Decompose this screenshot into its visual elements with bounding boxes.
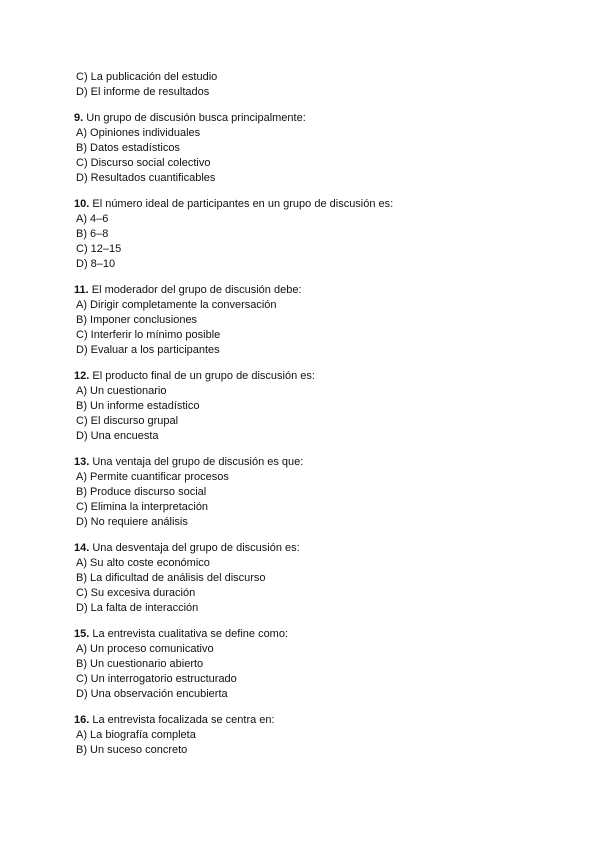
option-line: A) La biografía completa	[76, 729, 196, 741]
question-number: 13.	[74, 456, 90, 468]
question-11	[74, 283, 600, 358]
option-line: A) Dirigir completamente la conversación	[76, 299, 277, 311]
option-line: B) La dificultad de análisis del discurso	[76, 572, 266, 584]
question-number: 9.	[74, 112, 84, 124]
question-stem	[74, 627, 600, 642]
question-continuation	[74, 70, 600, 100]
option-line: C) Un interrogatorio estructurado	[76, 673, 237, 685]
option-line: A) Su alto coste económico	[76, 557, 210, 569]
question-text: Un grupo de discusión busca principalmente:	[86, 112, 306, 124]
question-13	[74, 455, 600, 530]
question-16	[74, 713, 600, 758]
option-line: B) 6–8	[76, 228, 109, 240]
option-line: A) 4–6	[76, 213, 109, 225]
option-line: B) Un informe estadístico	[76, 400, 200, 412]
question-10	[74, 197, 600, 272]
question-14	[74, 541, 600, 616]
question-text: La entrevista focalizada se centra en:	[92, 714, 275, 726]
option-line: D) El informe de resultados	[76, 86, 210, 98]
option-line: D) La falta de interacción	[76, 602, 199, 614]
option-line: A) Opiniones individuales	[76, 127, 201, 139]
option-line: A) Un proceso comunicativo	[76, 643, 214, 655]
question-stem	[74, 197, 600, 212]
question-number: 12.	[74, 370, 90, 382]
question-stem	[74, 455, 600, 470]
option-line: B) Produce discurso social	[76, 486, 207, 498]
question-text: El número ideal de participantes en un grupo de discusión es:	[92, 198, 394, 210]
question-text: Una ventaja del grupo de discusión es que:	[92, 456, 304, 468]
question-number: 16.	[74, 714, 90, 726]
option-line: B) Datos estadísticos	[76, 142, 180, 154]
option-line: D) No requiere análisis	[76, 516, 188, 528]
question-number: 15.	[74, 628, 90, 640]
question-stem	[74, 283, 600, 298]
question-stem	[74, 111, 600, 126]
question-text: Una desventaja del grupo de discusión es:	[92, 542, 300, 554]
option-line: C) Elimina la interpretación	[76, 501, 209, 513]
question-15	[74, 627, 600, 702]
question-text: El moderador del grupo de discusión debe:	[91, 284, 302, 296]
option-line: A) Permite cuantificar procesos	[76, 471, 229, 483]
question-text: El producto final de un grupo de discusión es:	[92, 370, 315, 382]
question-stem	[74, 713, 600, 728]
option-line: C) 12–15	[76, 243, 122, 255]
option-line: D) Una encuesta	[76, 430, 159, 442]
question-number: 10.	[74, 198, 90, 210]
option-line: D) 8–10	[76, 258, 116, 270]
question-number: 11.	[74, 284, 89, 296]
question-text: La entrevista cualitativa se define como:	[92, 628, 289, 640]
option-line: C) La publicación del estudio	[76, 71, 218, 83]
question-stem	[74, 369, 600, 384]
option-line: C) El discurso grupal	[76, 415, 179, 427]
option-line: C) Su excesiva duración	[76, 587, 196, 599]
option-line: B) Un cuestionario abierto	[76, 658, 204, 670]
question-9	[74, 111, 600, 186]
option-line: D) Resultados cuantificables	[76, 172, 216, 184]
question-stem	[74, 541, 600, 556]
question-12	[74, 369, 600, 444]
option-line: C) Discurso social colectivo	[76, 157, 211, 169]
option-line: A) Un cuestionario	[76, 385, 167, 397]
option-line: D) Evaluar a los participantes	[76, 344, 220, 356]
question-number: 14.	[74, 542, 90, 554]
option-line: D) Una observación encubierta	[76, 688, 228, 700]
option-line: B) Imponer conclusiones	[76, 314, 198, 326]
option-line: B) Un suceso concreto	[76, 744, 188, 756]
option-line: C) Interferir lo mínimo posible	[76, 329, 221, 341]
